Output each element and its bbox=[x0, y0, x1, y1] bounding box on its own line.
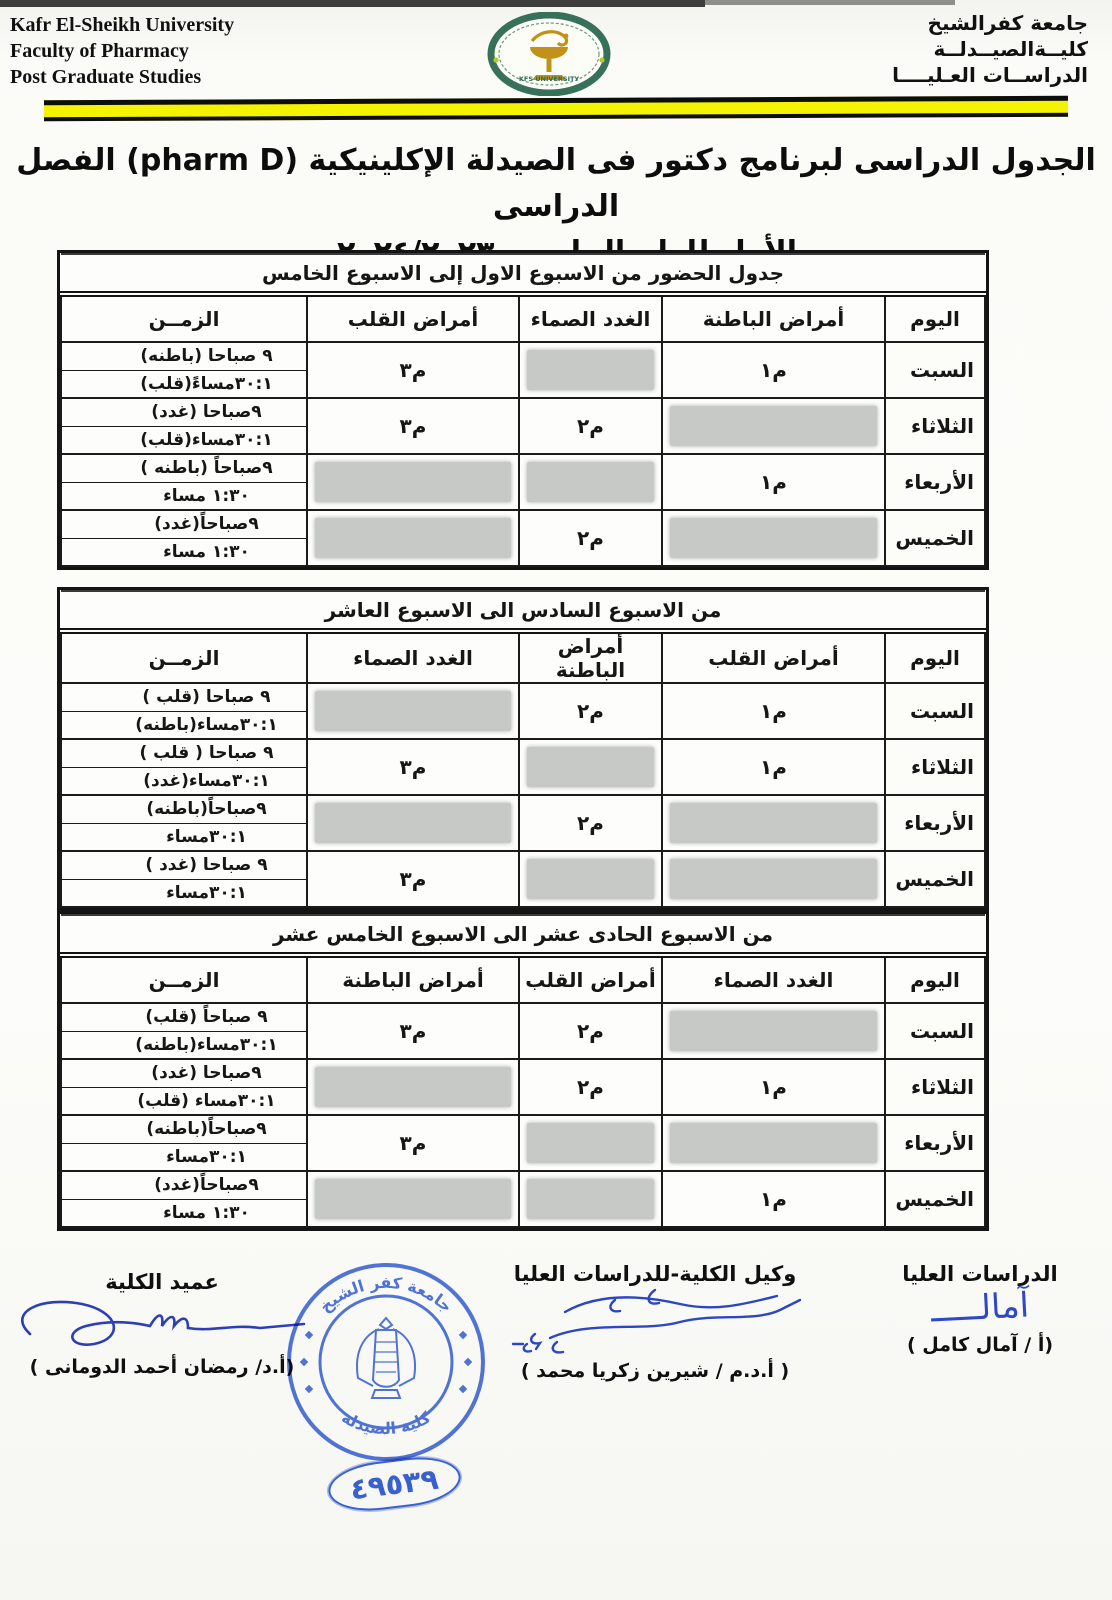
group-number: م٣ bbox=[399, 358, 427, 382]
schedule-cell bbox=[519, 851, 662, 907]
schedule-cell bbox=[662, 851, 885, 907]
schedule-cell bbox=[662, 1003, 885, 1059]
col-header-subject-1: الغدد الصماء bbox=[662, 955, 885, 1003]
faculty-name-en: Faculty of Pharmacy bbox=[10, 40, 189, 62]
day-cell: الخميس bbox=[885, 510, 985, 566]
empty-slot-shading bbox=[315, 1179, 511, 1219]
schedule-cell bbox=[307, 342, 519, 398]
section-title: من الاسبوع الحادى عشر الى الاسبوع الخامس عشر bbox=[61, 915, 985, 955]
day-cell: السبت bbox=[885, 683, 985, 739]
stamp-bottom-text: كلية الصيدلة bbox=[338, 1407, 434, 1439]
schedule-cell bbox=[519, 454, 662, 510]
day-cell: الأربعاء bbox=[885, 1115, 985, 1171]
empty-slot-shading bbox=[527, 859, 654, 899]
day-cell: السبت bbox=[885, 1003, 985, 1059]
col-header-day: اليوم bbox=[885, 294, 985, 342]
empty-slot-shading bbox=[315, 803, 511, 843]
empty-slot-shading bbox=[670, 518, 877, 558]
vice-dean-signature bbox=[505, 1286, 805, 1360]
group-number: م٢ bbox=[577, 526, 604, 550]
time-evening-cell: ٣٠:١مساء(قلب) bbox=[61, 426, 307, 454]
schedule-cell bbox=[307, 851, 519, 907]
col-header-subject-1: أمراض الباطنة bbox=[662, 294, 885, 342]
schedule-cell bbox=[662, 739, 885, 795]
dean-signature-block bbox=[12, 1270, 312, 1378]
schedule-cell bbox=[307, 1059, 519, 1115]
col-header-time: الزمــن bbox=[61, 294, 307, 342]
schedule-cell bbox=[662, 1115, 885, 1171]
time-evening-cell: ٣٠:١مساء bbox=[61, 1143, 307, 1171]
schedule-cell bbox=[662, 398, 885, 454]
empty-slot-shading bbox=[527, 350, 654, 390]
time-morning-cell: ٩ صباحا (باطنه) bbox=[61, 342, 307, 370]
signatory-name: (أ / آمال كامل ) bbox=[906, 1334, 1054, 1356]
empty-slot-shading bbox=[670, 859, 877, 899]
dean-signature bbox=[12, 1294, 312, 1356]
time-morning-cell: ٩صباحاً(باطنه) bbox=[61, 1115, 307, 1143]
empty-slot-shading bbox=[670, 803, 877, 843]
time-morning-cell: ٩صباحاً(باطنه) bbox=[61, 795, 307, 823]
time-evening-cell: ٣٠:١مساء bbox=[61, 879, 307, 907]
amal-handwritten-signature: آمالـــــ bbox=[929, 1285, 1031, 1331]
group-number: م١ bbox=[760, 1075, 787, 1099]
vice-dean-signature-block bbox=[500, 1262, 810, 1382]
day-cell: الثلاثاء bbox=[885, 1059, 985, 1115]
empty-slot-shading bbox=[670, 1011, 877, 1051]
schedule-cell bbox=[307, 795, 519, 851]
time-evening-cell: ٣٠:١مساء (قلب) bbox=[61, 1087, 307, 1115]
scan-edge-artifact bbox=[0, 0, 705, 7]
col-header-subject-3: الغدد الصماء bbox=[307, 631, 519, 683]
time-morning-cell: ٩صباحاً(غدد) bbox=[61, 510, 307, 538]
group-number: م١ bbox=[760, 470, 787, 494]
group-number: م١ bbox=[760, 1187, 787, 1211]
schedule-cell bbox=[662, 1059, 885, 1115]
col-header-time: الزمــن bbox=[61, 955, 307, 1003]
empty-slot-shading bbox=[315, 1067, 511, 1107]
section-title: جدول الحضور من الاسبوع الاول إلى الاسبوع الخامس bbox=[61, 254, 985, 294]
schedule-cell bbox=[307, 1115, 519, 1171]
day-cell: الثلاثاء bbox=[885, 398, 985, 454]
schedule-cell bbox=[662, 683, 885, 739]
schedule-cell bbox=[519, 739, 662, 795]
time-morning-cell: ٩ صباحاً (قلب) bbox=[61, 1003, 307, 1031]
col-header-day: اليوم bbox=[885, 955, 985, 1003]
logo-bottom-text: KFS UNIVERSITY bbox=[518, 75, 580, 83]
group-number: م٣ bbox=[399, 1131, 427, 1155]
signatory-name: (أ.د/ رمضان أحمد الدومانى ) bbox=[29, 1356, 295, 1378]
group-number: م١ bbox=[760, 358, 787, 382]
schedule-cell bbox=[519, 683, 662, 739]
schedule-cell bbox=[662, 1171, 885, 1227]
schedule-cell bbox=[519, 1003, 662, 1059]
schedule-table-weeks-1-5 bbox=[57, 250, 989, 570]
day-cell: الثلاثاء bbox=[885, 739, 985, 795]
university-name-en: Kafr El-Sheikh University bbox=[10, 14, 235, 36]
empty-slot-shading bbox=[527, 1179, 654, 1219]
group-number: م٣ bbox=[399, 867, 427, 891]
time-morning-cell: ٩صباحاً(غدد) bbox=[61, 1171, 307, 1199]
signature-block-title: الدراسات العليا bbox=[902, 1262, 1058, 1286]
schedule-cell bbox=[307, 398, 519, 454]
schedule-cell bbox=[662, 795, 885, 851]
time-evening-cell: ١:٣٠ مساء bbox=[61, 1199, 307, 1227]
schedule-table-weeks-11-15 bbox=[57, 911, 989, 1231]
empty-slot-shading bbox=[527, 1123, 654, 1163]
schedule-cell bbox=[307, 1003, 519, 1059]
day-cell: السبت bbox=[885, 342, 985, 398]
schedule-cell bbox=[519, 1059, 662, 1115]
time-evening-cell: ٣٠:١مساءً(قلب) bbox=[61, 370, 307, 398]
col-header-subject-3: أمراض القلب bbox=[307, 294, 519, 342]
col-header-subject-3: أمراض الباطنة bbox=[307, 955, 519, 1003]
yellow-highlight-bar bbox=[44, 96, 1068, 121]
signatory-name: ( أ.د.م / شيرين زكريا محمد ) bbox=[520, 1360, 790, 1382]
stamp-top-text: جامعة كفر الشيخ bbox=[315, 1272, 457, 1317]
group-number: م٢ bbox=[577, 811, 604, 835]
document-title-line1: الجدول الدراسى لبرنامج دكتور فى الصيدلة الإكلينيكية (pharm D) الفصل الدراسى bbox=[16, 143, 1096, 224]
group-number: م١ bbox=[760, 699, 787, 723]
schedule-cell bbox=[307, 1171, 519, 1227]
day-cell: الخميس bbox=[885, 1171, 985, 1227]
scan-edge-artifact bbox=[705, 0, 955, 5]
university-name-ar: جامعة كفرالشيخ bbox=[927, 11, 1088, 35]
signature-block-title: عميد الكلية bbox=[105, 1270, 219, 1294]
time-morning-cell: ٩ صباحا ( قلب ) bbox=[61, 739, 307, 767]
pharmacy-logo-icon bbox=[487, 12, 611, 96]
empty-slot-shading bbox=[527, 462, 654, 502]
time-evening-cell: ١:٣٠ مساء bbox=[61, 482, 307, 510]
schedule-cell bbox=[519, 342, 662, 398]
group-number: م١ bbox=[760, 755, 787, 779]
day-cell: الأربعاء bbox=[885, 454, 985, 510]
col-header-day: اليوم bbox=[885, 631, 985, 683]
group-number: م٣ bbox=[399, 755, 427, 779]
faculty-of-pharmacy-logo bbox=[487, 12, 611, 96]
empty-slot-shading bbox=[670, 1123, 877, 1163]
faculty-name-ar: كليــةالصيــدلــة bbox=[933, 37, 1088, 61]
empty-slot-shading bbox=[315, 462, 511, 502]
day-cell: الخميس bbox=[885, 851, 985, 907]
group-number: م٣ bbox=[399, 1019, 427, 1043]
group-number: م٢ bbox=[577, 414, 604, 438]
time-evening-cell: ٣٠:١مساء bbox=[61, 823, 307, 851]
col-header-subject-2: الغدد الصماء bbox=[519, 294, 662, 342]
group-number: م٢ bbox=[577, 1019, 604, 1043]
department-en: Post Graduate Studies bbox=[10, 66, 202, 88]
col-header-subject-2: أمراض القلب bbox=[519, 955, 662, 1003]
department-ar: الدراســات العـليــــا bbox=[892, 63, 1088, 87]
col-header-time: الزمــن bbox=[61, 631, 307, 683]
time-morning-cell: ٩صباحا (غدد) bbox=[61, 1059, 307, 1087]
time-morning-cell: ٩ صباحا (غدد ) bbox=[61, 851, 307, 879]
time-morning-cell: ٩صباحا (غدد) bbox=[61, 398, 307, 426]
col-header-subject-1: أمراض القلب bbox=[662, 631, 885, 683]
schedule-cell bbox=[519, 795, 662, 851]
day-cell: الأربعاء bbox=[885, 795, 985, 851]
serial-number: ٤٩٥٣٩ bbox=[348, 1461, 441, 1507]
schedule-cell bbox=[662, 342, 885, 398]
time-evening-cell: ٣٠:١مساء(باطنه) bbox=[61, 1031, 307, 1059]
time-evening-cell: ١:٣٠ مساء bbox=[61, 538, 307, 566]
round-stamp-icon bbox=[280, 1256, 492, 1468]
schedule-cell bbox=[519, 1171, 662, 1227]
schedule-table-weeks-6-10 bbox=[57, 587, 989, 911]
signature-block-title: وكيل الكلية-للدراسات العليا bbox=[513, 1262, 797, 1286]
time-evening-cell: ٣٠:١مساء(باطنه) bbox=[61, 711, 307, 739]
group-number: م٣ bbox=[399, 414, 427, 438]
empty-slot-shading bbox=[670, 406, 877, 446]
empty-slot-shading bbox=[527, 747, 654, 787]
col-header-subject-2: أمراض الباطنة bbox=[519, 631, 662, 683]
schedule-cell bbox=[662, 454, 885, 510]
section-title: من الاسبوع السادس الى الاسبوع العاشر bbox=[61, 591, 985, 631]
faculty-round-stamp bbox=[280, 1256, 492, 1468]
empty-slot-shading bbox=[315, 691, 511, 731]
schedule-cell bbox=[519, 1115, 662, 1171]
postgraduate-studies-signature-block bbox=[875, 1262, 1085, 1356]
time-morning-cell: ٩صباحاً (باطنه ) bbox=[61, 454, 307, 482]
university-header-english bbox=[10, 12, 234, 90]
schedule-cell bbox=[307, 683, 519, 739]
schedule-cell bbox=[519, 398, 662, 454]
schedule-cell bbox=[662, 510, 885, 566]
schedule-cell bbox=[307, 510, 519, 566]
group-number: م٢ bbox=[577, 699, 604, 723]
eagle-emblem-icon bbox=[357, 1318, 415, 1398]
group-number: م٢ bbox=[577, 1075, 604, 1099]
schedule-cell bbox=[307, 739, 519, 795]
empty-slot-shading bbox=[315, 518, 511, 558]
time-evening-cell: ٣٠:١مساء(غدد) bbox=[61, 767, 307, 795]
svg-text:كلية الصيدلة bbox=[338, 1407, 434, 1438]
schedule-cell bbox=[307, 454, 519, 510]
schedule-cell bbox=[519, 510, 662, 566]
time-morning-cell: ٩ صباحا (قلب ) bbox=[61, 683, 307, 711]
university-header-arabic bbox=[892, 10, 1088, 88]
